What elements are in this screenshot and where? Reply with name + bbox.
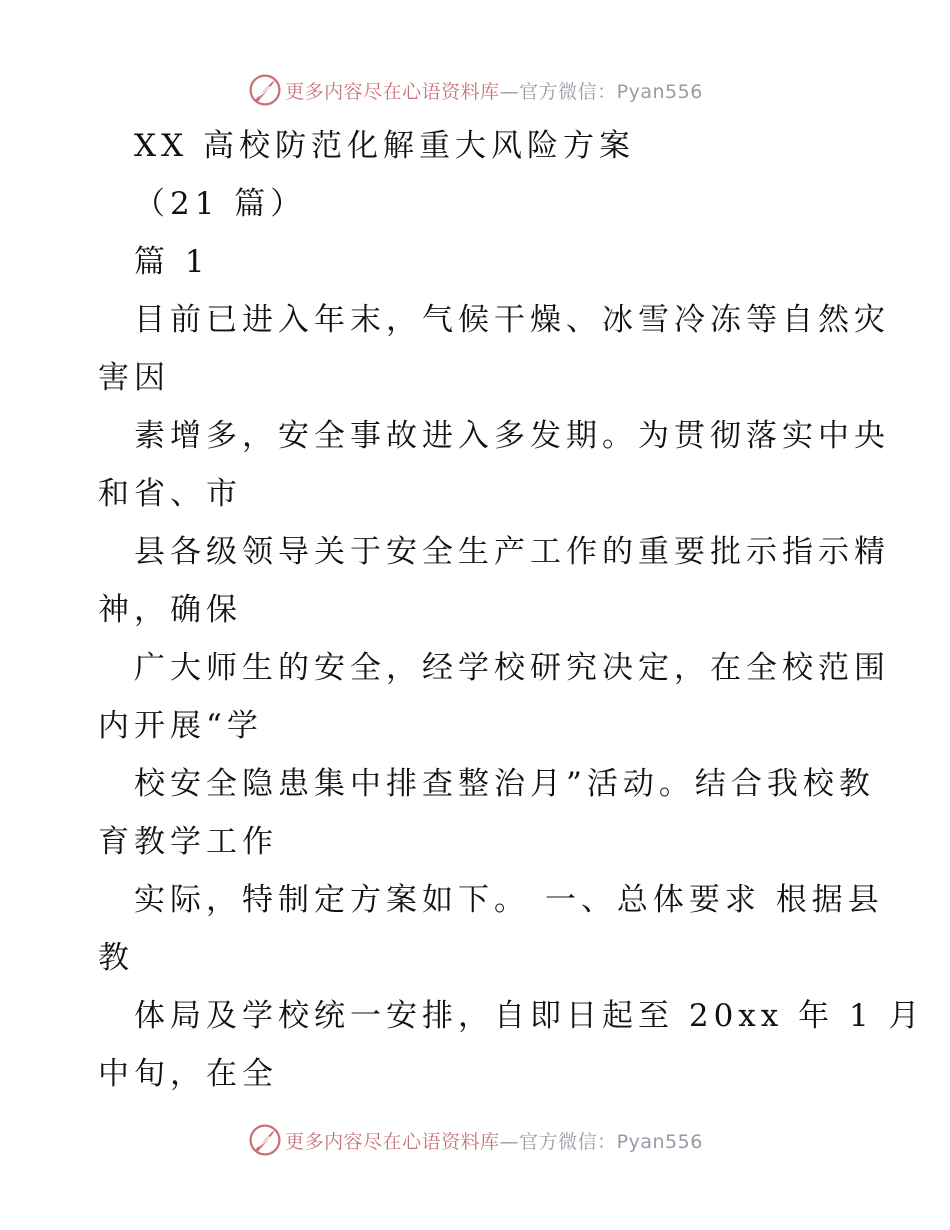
watermark-text: 更多内容尽在心语资料库—官方微信：Pyan556 [285,1130,703,1153]
text-line: 素增多，安全事故进入多发期。为贯彻落实中央 [134,418,890,454]
text-line: 害因 [98,360,170,396]
text-line: 教 [98,940,134,976]
text-line: 校安全隐患集中排查整治月”活动。结合我校教 [134,766,875,802]
quill-pen-logo-icon [247,1122,283,1158]
text-line: XX 高校防范化解重大风险方案 [134,128,635,164]
text-line: 广大师生的安全，经学校研究决定，在全校范围 [134,650,890,686]
document-body [98,117,925,1103]
text-line: 和省、市 [98,476,242,512]
text-line: （21 篇） [134,186,307,222]
text-line: 中旬，在全 [98,1056,278,1092]
text-line: 神，确保 [98,592,242,628]
text-line: 体局及学校统一安排，自即日起至 20xx 年 1 月 [134,998,925,1034]
text-line: 育教学工作 [98,824,278,860]
quill-pen-logo-icon [247,72,283,108]
watermark-header [0,70,950,110]
watermark-footer [0,1120,950,1160]
text-line: 县各级领导关于安全生产工作的重要批示指示精 [134,534,890,570]
watermark-text: 更多内容尽在心语资料库—官方微信：Pyan556 [285,80,703,103]
text-line: 目前已进入年末，气候干燥、冰雪冷冻等自然灾 [134,302,890,338]
text-line: 实际，特制定方案如下。 一、总体要求 根据县 [134,882,884,918]
text-line: 篇 1 [134,244,210,280]
text-line: 内开展“学 [98,708,263,744]
